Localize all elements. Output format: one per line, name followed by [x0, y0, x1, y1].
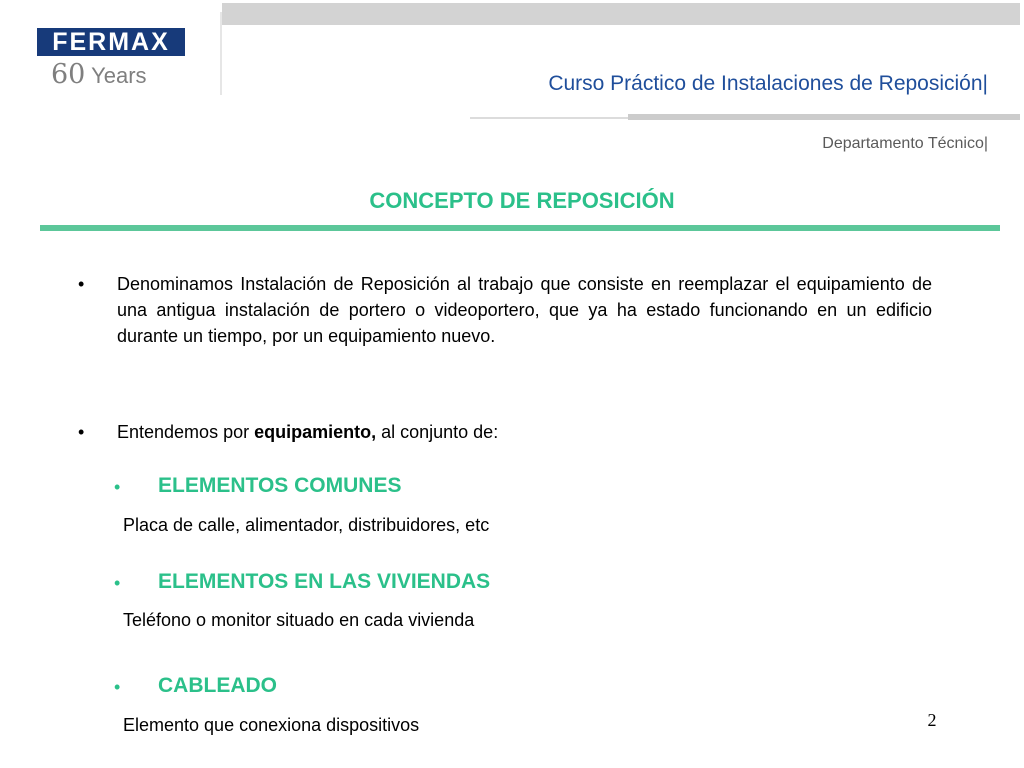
- sub-item-description: Teléfono o monitor situado en cada vivienda: [123, 610, 475, 630]
- page-number: 2: [927, 710, 937, 730]
- sub-bullet-marker: •: [114, 677, 121, 697]
- slide-title: CONCEPTO DE REPOSICIÓN: [369, 188, 675, 213]
- fermax-logo: FERMAX: [37, 28, 185, 56]
- years-label: Years: [91, 63, 147, 88]
- header-rule-dark: [628, 114, 1020, 120]
- sub-item-heading: ELEMENTOS EN LAS VIVIENDAS: [158, 570, 491, 593]
- sub-item-description: Elemento que conexiona dispositivos: [123, 715, 420, 735]
- bullet-text-suffix: al conjunto de:: [376, 422, 499, 442]
- sub-item-heading: CABLEADO: [158, 674, 277, 697]
- anniversary-logo: [51, 60, 147, 91]
- sub-bullet-marker: •: [114, 477, 121, 497]
- sub-bullet-marker: •: [114, 573, 121, 593]
- logo-divider: [220, 12, 222, 95]
- sub-item-heading: ELEMENTOS COMUNES: [158, 474, 402, 497]
- bullet-text-bold: equipamiento,: [254, 422, 377, 442]
- years-number: 60: [51, 59, 86, 90]
- bullet-marker: •: [78, 274, 85, 294]
- header-rule-light: [470, 117, 628, 119]
- bullet-text-prefix: Entendemos por: [117, 422, 255, 442]
- title-underline: [40, 225, 1000, 231]
- bullet-text-definition: Denominamos Instalación de Reposición al trabajo que consiste en reemplazar el equipamiento de una antigua instalación de portero o videoportero, que ya ha estado funcionando en un edificio durante un tiempo, por un equipamiento nuevo.: [117, 274, 932, 346]
- header-top-bar: [222, 3, 1020, 25]
- department-label: Departamento Técnico|: [822, 135, 988, 152]
- bullet-marker: •: [78, 422, 85, 442]
- bullet-text-equipment: [117, 419, 498, 445]
- course-title: Curso Práctico de Instalaciones de Reposición|: [548, 72, 988, 95]
- sub-item-description: Placa de calle, alimentador, distribuidores, etc: [123, 515, 490, 535]
